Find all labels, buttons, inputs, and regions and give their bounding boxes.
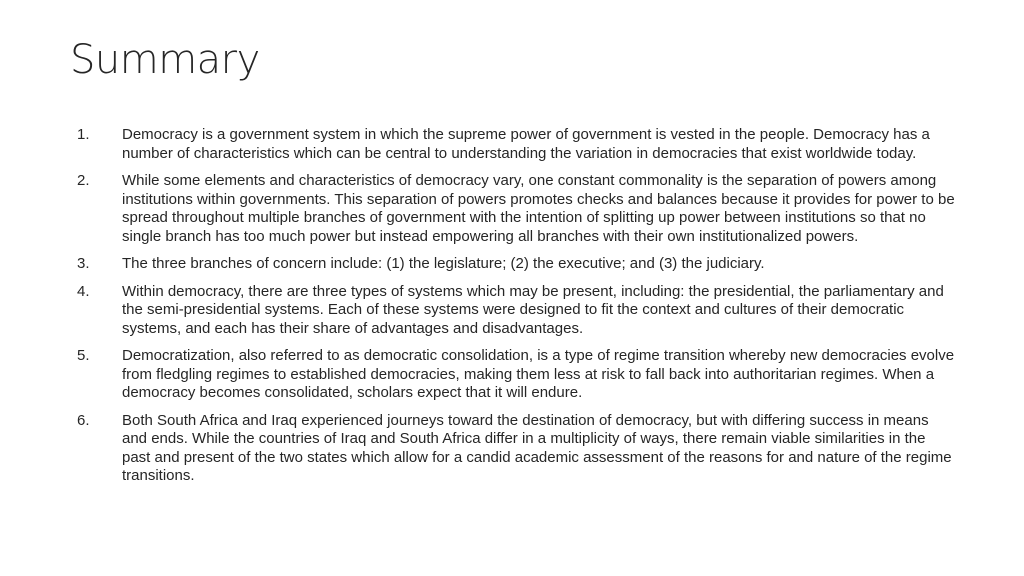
list-item-number: 1. (77, 126, 90, 143)
list-item (77, 283, 957, 339)
list-item-number: 6. (77, 411, 90, 429)
list-item (77, 172, 957, 246)
list-item-text: Democratization, also referred to as democratic consolidation, is a type of regime transition whereby new democracies evolve from fledgling regimes to established democracies, making them less at risk to fall back into authoritarian regimes. When a democracy becomes consolidated, scholars expect that it will endure. (122, 347, 955, 401)
list-item-text: Democracy is a government system in which the supreme power of government is vested in the people. Democracy has a number of characteristics which can be central to understanding the variation in democracies that exist worldwide today. (122, 126, 930, 162)
list-item-text: Within democracy, there are three types of systems which may be present, including: the presidential, the parliamentary and the semi-presidential systems. Each of these systems were designed to fit the context and cultures of their democratic systems, and each has their share of advantages and disadvantages. (122, 282, 944, 337)
list-item-number: 3. (77, 255, 90, 272)
list-item-text: While some elements and characteristics of democracy vary, one constant commonality is the separation of powers among institutions within governments. This separation of powers promotes checks and balances because it provides for power to be spread throughout multiple branches of government with the intention of splitting up power between institutions so that no single branch has too much power but instead empowering all branches with their own institutionalized powers. (122, 172, 955, 245)
slide-title: Summary (70, 37, 260, 83)
list-item-text: Both South Africa and Iraq experienced journeys toward the destination of democracy, but with differing success in means and ends. While the countries of Iraq and South Africa differ in a multiplicity of ways, there remain viable similarities in the past and present of the two states which allow for a candid academic assessment of the reasons for and nature of the regime transitions. (122, 411, 952, 484)
list-item-number: 4. (77, 282, 90, 300)
list-item-number: 2. (77, 172, 90, 189)
list-item-text: The three branches of concern include: (1) the legislature; (2) the executive; and (3) the judiciary. (122, 255, 765, 272)
list-item-number: 5. (77, 347, 90, 364)
list-item (77, 255, 957, 274)
list-item (77, 412, 957, 486)
summary-list (77, 126, 957, 495)
list-item (77, 347, 957, 403)
list-item (77, 126, 957, 163)
